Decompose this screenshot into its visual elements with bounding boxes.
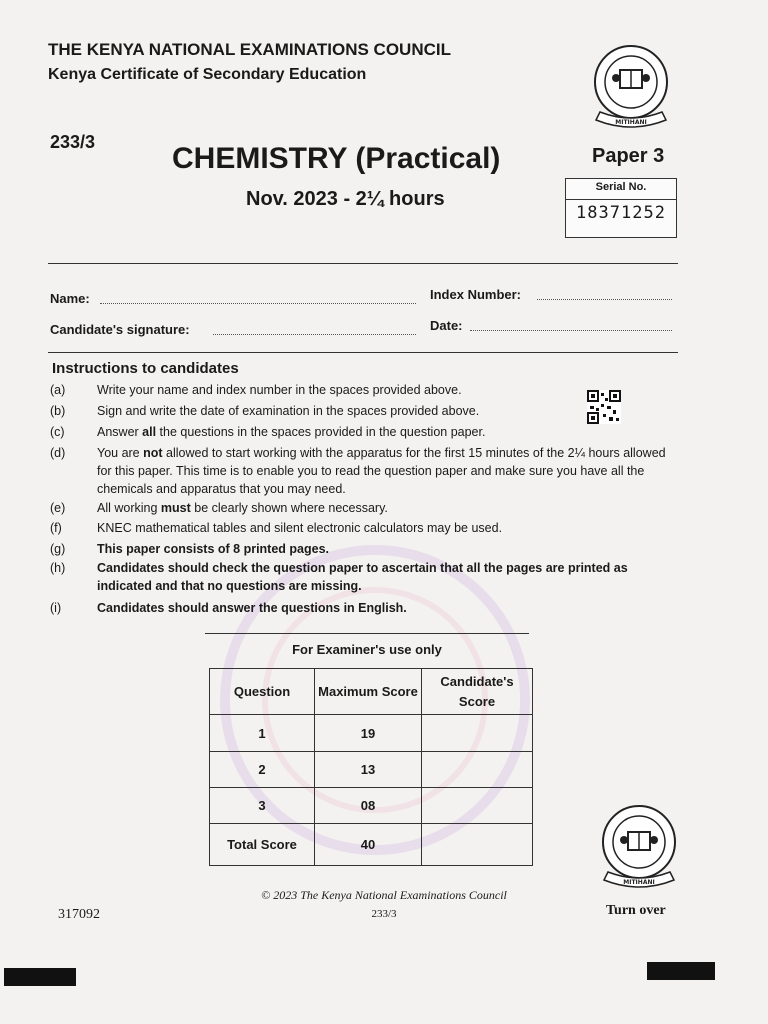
subject-title: CHEMISTRY (Practical) bbox=[172, 142, 501, 175]
divider-bottom bbox=[48, 352, 678, 353]
question-number: 3 bbox=[210, 788, 315, 824]
instruction-text: KNEC mathematical tables and silent electronic calculators may be used. bbox=[97, 521, 503, 535]
instruction-f bbox=[50, 519, 680, 537]
column-header: Maximum Score bbox=[315, 669, 422, 715]
question-number: 2 bbox=[210, 752, 315, 788]
text-part: the questions in the spaces provided in the question paper. bbox=[156, 425, 486, 439]
text-part: Answer bbox=[97, 425, 143, 439]
table-row bbox=[210, 715, 533, 752]
instruction-label: (i) bbox=[50, 601, 62, 615]
svg-text:MITIHANI: MITIHANI bbox=[623, 879, 655, 886]
instruction-label: (a) bbox=[50, 383, 66, 397]
question-number: 1 bbox=[210, 715, 315, 752]
max-score: 19 bbox=[315, 715, 422, 752]
instruction-text bbox=[97, 499, 677, 517]
total-label: Total Score bbox=[210, 824, 315, 866]
text-part: allowed to start working with the apparatus for the first 15 minutes of the 2¼ hours allowed for this paper. This time is to enable you to read the question paper and make sure you have all the chemicals and apparatus that you may need. bbox=[97, 446, 666, 496]
total-max-score: 40 bbox=[315, 824, 422, 866]
candidate-score[interactable] bbox=[422, 752, 533, 788]
instruction-text bbox=[97, 423, 677, 441]
document-number: 317092 bbox=[58, 907, 100, 922]
signature-label: Candidate's signature: bbox=[50, 322, 190, 337]
instruction-text: Sign and write the date of examination in the spaces provided above. bbox=[97, 404, 480, 418]
turn-over-text: Turn over bbox=[606, 903, 666, 918]
instruction-label: (c) bbox=[50, 425, 65, 439]
index-number-field[interactable] bbox=[537, 289, 672, 300]
council-name: THE KENYA NATIONAL EXAMINATIONS COUNCIL bbox=[48, 40, 451, 59]
instruction-c bbox=[50, 423, 680, 441]
copyright-text: © 2023 The Kenya National Examinations Council bbox=[261, 888, 507, 902]
date-label: Date: bbox=[430, 318, 463, 333]
instruction-a bbox=[50, 381, 680, 399]
instruction-g bbox=[50, 540, 680, 558]
instruction-text: Write your name and index number in the spaces provided above. bbox=[97, 383, 462, 397]
date-field[interactable] bbox=[470, 320, 672, 331]
instruction-b bbox=[50, 402, 680, 420]
index-number-label: Index Number: bbox=[430, 287, 522, 302]
total-candidate-score[interactable] bbox=[422, 824, 533, 866]
instruction-e bbox=[50, 499, 680, 517]
instruction-label: (d) bbox=[50, 446, 66, 460]
instruction-text bbox=[97, 444, 677, 498]
instruction-text: Candidates should check the question paper to ascertain that all the pages are printed as indicated and that no questions are missing. bbox=[97, 561, 628, 593]
examiner-score-table bbox=[209, 668, 533, 866]
signature-field[interactable] bbox=[213, 324, 416, 335]
table-header-row bbox=[210, 669, 533, 715]
max-score: 13 bbox=[315, 752, 422, 788]
knec-seal-icon bbox=[586, 40, 676, 138]
column-header: Question bbox=[210, 669, 315, 715]
instructions-heading: Instructions to candidates bbox=[52, 360, 239, 377]
instruction-label: (e) bbox=[50, 501, 66, 515]
text-part: You are bbox=[97, 446, 144, 460]
serial-number: 18371252 bbox=[576, 203, 666, 223]
table-row bbox=[210, 788, 533, 824]
instruction-h bbox=[50, 559, 680, 595]
registration-mark-right bbox=[647, 962, 715, 980]
registration-mark-left bbox=[4, 968, 76, 986]
instruction-label: (g) bbox=[50, 542, 66, 556]
emphasis-text: must bbox=[160, 501, 191, 515]
qr-code-icon bbox=[587, 390, 621, 424]
name-field[interactable] bbox=[100, 293, 416, 304]
text-part: be clearly shown where necessary. bbox=[190, 501, 388, 515]
examiner-heading: For Examiner's use only bbox=[205, 633, 529, 657]
table-row bbox=[210, 752, 533, 788]
instruction-label: (b) bbox=[50, 404, 66, 418]
instruction-i bbox=[50, 599, 680, 617]
emphasis-text: not bbox=[143, 446, 163, 460]
certificate-name: Kenya Certificate of Secondary Education bbox=[48, 66, 367, 83]
column-header: Candidate's Score bbox=[422, 669, 533, 715]
serial-number-box bbox=[565, 178, 677, 238]
svg-text:MITIHANI: MITIHANI bbox=[615, 119, 647, 126]
paper-number: Paper 3 bbox=[592, 145, 665, 167]
instruction-d bbox=[50, 444, 680, 498]
total-row bbox=[210, 824, 533, 866]
paper-code: 233/3 bbox=[50, 132, 96, 152]
name-label: Name: bbox=[50, 291, 90, 306]
emphasis-text: all bbox=[142, 425, 157, 439]
max-score: 08 bbox=[315, 788, 422, 824]
candidate-score[interactable] bbox=[422, 788, 533, 824]
knec-seal-bottom-icon bbox=[596, 800, 682, 896]
instruction-text: Candidates should answer the questions in English. bbox=[97, 601, 407, 615]
serial-label: Serial No. bbox=[566, 181, 676, 200]
footer-paper-code: 233/3 bbox=[371, 908, 397, 920]
text-part: All working bbox=[97, 501, 161, 515]
instruction-label: (f) bbox=[50, 521, 62, 535]
exam-session: Nov. 2023 - 2¼ hours bbox=[246, 188, 445, 210]
divider-top bbox=[48, 263, 678, 264]
instruction-text: This paper consists of 8 printed pages. bbox=[97, 542, 329, 556]
instruction-label: (h) bbox=[50, 561, 66, 575]
candidate-score[interactable] bbox=[422, 715, 533, 752]
